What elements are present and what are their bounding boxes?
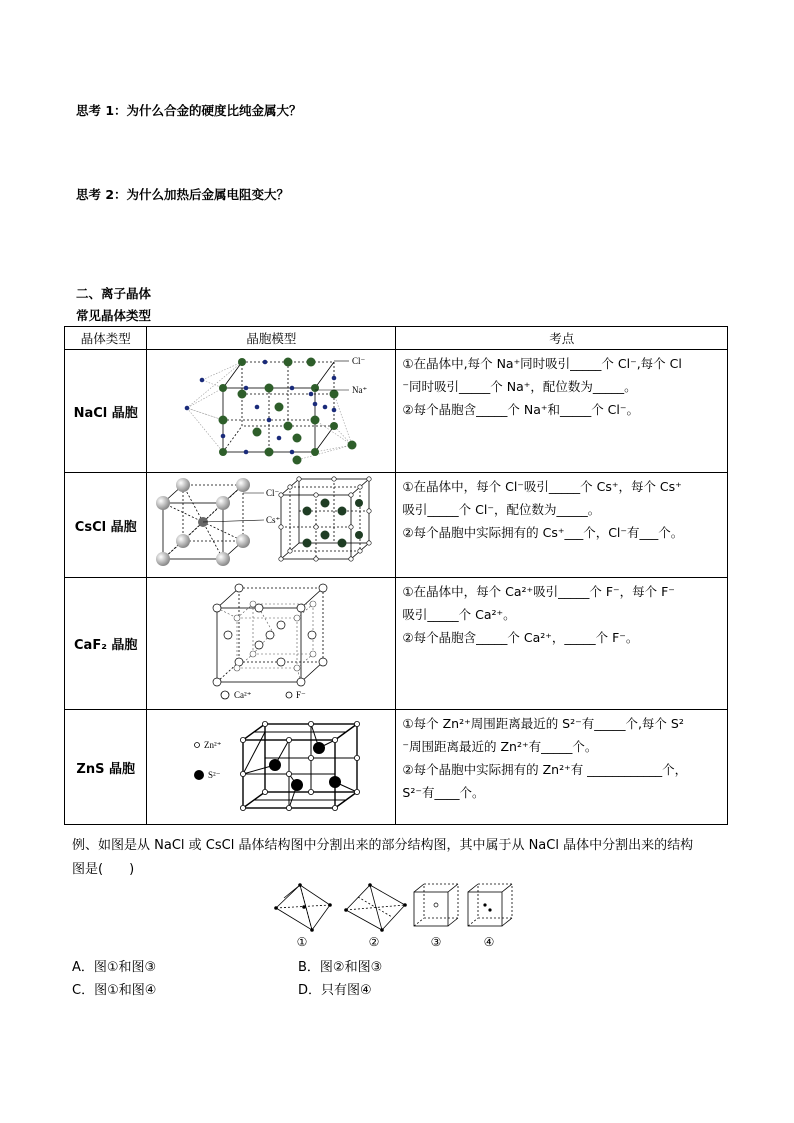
example-question-line-1: 例、如图是从 NaCl 或 CsCl 晶体结构图中分割出来的部分结构图，其中属于从 NaCl 晶体中分割出来的结构 (72, 838, 694, 853)
caf2-legend-f: F⁻ (296, 690, 307, 700)
think-question-2: 思考 2：为什么加热后金属电阻变大？ (76, 187, 290, 202)
zns-point-line: ⁻周围距离最近的 Zn²⁺有_____个。 (402, 739, 598, 754)
caf2-point-line: ②每个晶胞含_____个 Ca²⁺，_____个 F⁻。 (402, 630, 639, 645)
caf2-key-points (396, 578, 728, 710)
header-crystal-type: 晶体类型 (65, 327, 147, 350)
table-title: 常见晶体类型 (76, 308, 152, 323)
example-question-line-2: 图是( ) (72, 862, 135, 877)
table-row-nacl (65, 350, 728, 473)
nacl-key-points (396, 350, 728, 473)
nacl-label-cl: Cl⁻ (352, 356, 366, 366)
header-cell-model: 晶胞模型 (147, 327, 396, 350)
zns-model-cell (147, 710, 396, 825)
table-row-cscl (65, 473, 728, 578)
caf2-legend-ca: Ca²⁺ (234, 690, 252, 700)
cscl-model-cell (147, 473, 396, 578)
header-key-points: 考点 (396, 327, 728, 350)
ca-legend-icon (221, 691, 229, 699)
cscl-label-cl: Cl⁻ (266, 488, 280, 498)
nacl-model-cell (147, 350, 396, 473)
crystal-types-table (64, 326, 728, 825)
f-legend-icon (286, 692, 292, 698)
cscl-cell-diagram (147, 473, 395, 573)
zn-legend-icon (195, 743, 200, 748)
option-c: C．图①和图④ (72, 983, 157, 998)
cscl-key-points (396, 473, 728, 578)
caf2-model-cell (147, 578, 396, 710)
cscl-point-line: ①在晶体中，每个 Cl⁻吸引_____个 Cs⁺，每个 Cs⁺ (402, 479, 682, 494)
crystal-name-caf2: CaF₂ 晶胞 (65, 578, 147, 710)
nacl-point-line: ⁻同时吸引_____个 Na⁺，配位数为_____。 (402, 379, 637, 394)
think-question-1: 思考 1：为什么合金的硬度比纯金属大？ (76, 103, 302, 118)
zns-legend-s: S²⁻ (208, 770, 221, 780)
section-title: 二、离子晶体 (76, 286, 152, 301)
table-row-caf2 (65, 578, 728, 710)
crystal-name-cscl: CsCl 晶胞 (65, 473, 147, 578)
figure-2-octahedron (346, 885, 405, 930)
nacl-cell-diagram (147, 350, 395, 468)
cscl-point-line: ②每个晶胞中实际拥有的 Cs⁺___个，Cl⁻有___个。 (402, 525, 684, 540)
option-b: B．图②和图③ (298, 960, 383, 975)
figure-label-1: ① (296, 935, 308, 949)
nacl-point-line: ①在晶体中,每个 Na⁺同时吸引_____个 Cl⁻,每个 Cl (402, 356, 682, 371)
caf2-cell-diagram (147, 578, 395, 705)
zns-point-line: S²⁻有____个。 (402, 785, 485, 800)
option-a: A．图①和图③ (72, 960, 157, 975)
figure-label-3: ③ (430, 935, 442, 949)
figure-label-2: ② (368, 935, 380, 949)
table-header-row (65, 327, 728, 350)
table-row-zns (65, 710, 728, 825)
caf2-point-line: ①在晶体中，每个 Ca²⁺吸引_____个 F⁻，每个 F⁻ (402, 584, 675, 599)
example-figures (270, 880, 530, 950)
figure-label-4: ④ (483, 935, 495, 949)
cscl-label-cs: Cs⁺ (266, 515, 281, 525)
zns-point-line: ②每个晶胞中实际拥有的 Zn²⁺有 ____________个， (402, 762, 688, 777)
nacl-point-line: ②每个晶胞含_____个 Na⁺和_____个 Cl⁻。 (402, 402, 639, 417)
figure-4-cube (468, 884, 512, 926)
s-legend-icon (194, 770, 204, 780)
crystal-name-zns: ZnS 晶胞 (65, 710, 147, 825)
zns-legend-zn: Zn²⁺ (204, 740, 222, 750)
zns-cell-diagram (147, 710, 395, 820)
option-d: D．只有图④ (298, 983, 372, 998)
zns-point-line: ①每个 Zn²⁺周围距离最近的 S²⁻有_____个,每个 S² (402, 716, 684, 731)
crystal-name-nacl: NaCl 晶胞 (65, 350, 147, 473)
cscl-point-line: 吸引_____个 Cl⁻，配位数为_____。 (402, 502, 601, 517)
zns-key-points (396, 710, 728, 825)
nacl-label-na: Na⁺ (352, 385, 368, 395)
caf2-point-line: 吸引_____个 Ca²⁺。 (402, 607, 516, 622)
